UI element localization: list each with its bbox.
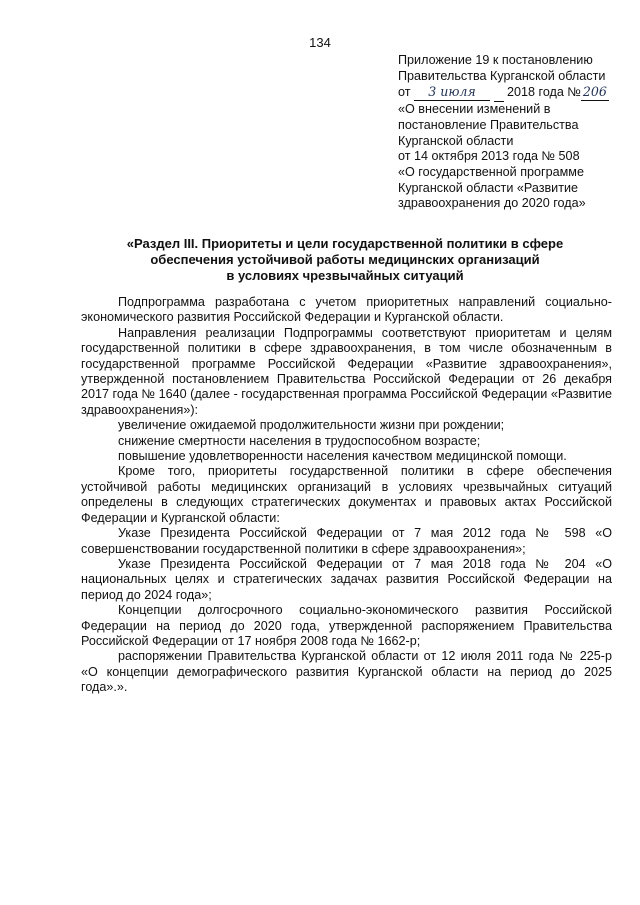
section-title-line: в условиях чрезвычайных ситуаций — [226, 268, 464, 283]
paragraph: увеличение ожидаемой продолжительности жизни при рождении; — [118, 418, 505, 433]
paragraph: Концепции долгосрочного социально-экономического развития Российской Федерации на период до 2020 года, утвержденной распоряжением Правительства Российской Федерации от 17 ноября 2008 года № 1662-р; — [81, 603, 612, 648]
annex-line: Курганской области «Развитие — [398, 180, 579, 195]
annex-line: «О внесении изменений в — [398, 102, 551, 117]
paragraph: снижение смертности населения в трудоспособном возрасте; — [118, 433, 481, 448]
annex-year-text: 2018 года № — [507, 85, 581, 100]
section-title-line: обеспечения устойчивой работы медицинских организаций — [150, 252, 540, 267]
paragraph: Указе Президента Российской Федерации от 7 мая 2018 года № 204 «О национальных целях и стратегических задачах развития Российской Федерации на период до 2024 года»; — [81, 556, 612, 602]
handwritten-number: 206 — [582, 84, 607, 100]
annex-line: Приложение 19 к постановлению — [398, 53, 593, 67]
section-title — [80, 236, 610, 284]
annex-line: «О государственной программе — [398, 164, 584, 179]
annex-line: Правительства Курганской области — [398, 68, 606, 83]
annex-date-line — [398, 84, 623, 102]
annex-from-prefix: от — [398, 85, 411, 100]
handwritten-date: 3 июля — [414, 84, 490, 101]
document-body — [81, 295, 612, 696]
annex-line: здравоохранения до 2020 года» — [398, 196, 586, 211]
annex-header — [398, 53, 623, 212]
annex-line: постановление Правительства — [398, 117, 579, 132]
annex-line: Курганской области — [398, 133, 514, 148]
paragraph: повышение удовлетворенности населения качеством медицинской помощи. — [118, 449, 567, 464]
underline-blank — [494, 85, 504, 102]
section-title-line: «Раздел III. Приоритеты и цели государственной политики в сфере — [126, 236, 564, 251]
paragraph: Кроме того, приоритеты государственной политики в сфере обеспечения устойчивой работы медицинских организаций в условиях чрезвычайных ситуаций определены в следующих стратегических документах и правовых актах Российской Федерации и Курганской области: — [81, 464, 612, 525]
page-number: 134 — [309, 35, 331, 50]
annex-line: от 14 октября 2013 года № 508 — [398, 149, 580, 164]
paragraph: распоряжении Правительства Курганской области от 12 июля 2011 года № 225-р «О концепции демографического развития Курганской области на период до 2025 года».». — [81, 649, 612, 695]
paragraph: Подпрограмма разработана с учетом приоритетных направлений социально-экономического развития Российской Федерации и Курганской области. — [81, 295, 612, 325]
paragraph: Указе Президента Российской Федерации от 7 мая 2012 года № 598 «О совершенствовании государственной политики в сфере здравоохранения»; — [81, 526, 612, 556]
paragraph: Направления реализации Подпрограммы соответствуют приоритетам и целям государственной политики в сфере здравоохранения, в том числе обозначенным в государственной программе Российской Федерации «Развитие здравоохранения», утвержденной постановлением Правительства Российской Федерации от 26 декабря 2017 года № 1640 (далее - государственная программа Российской Федерации «Развитие здравоохранения»): — [81, 325, 612, 417]
